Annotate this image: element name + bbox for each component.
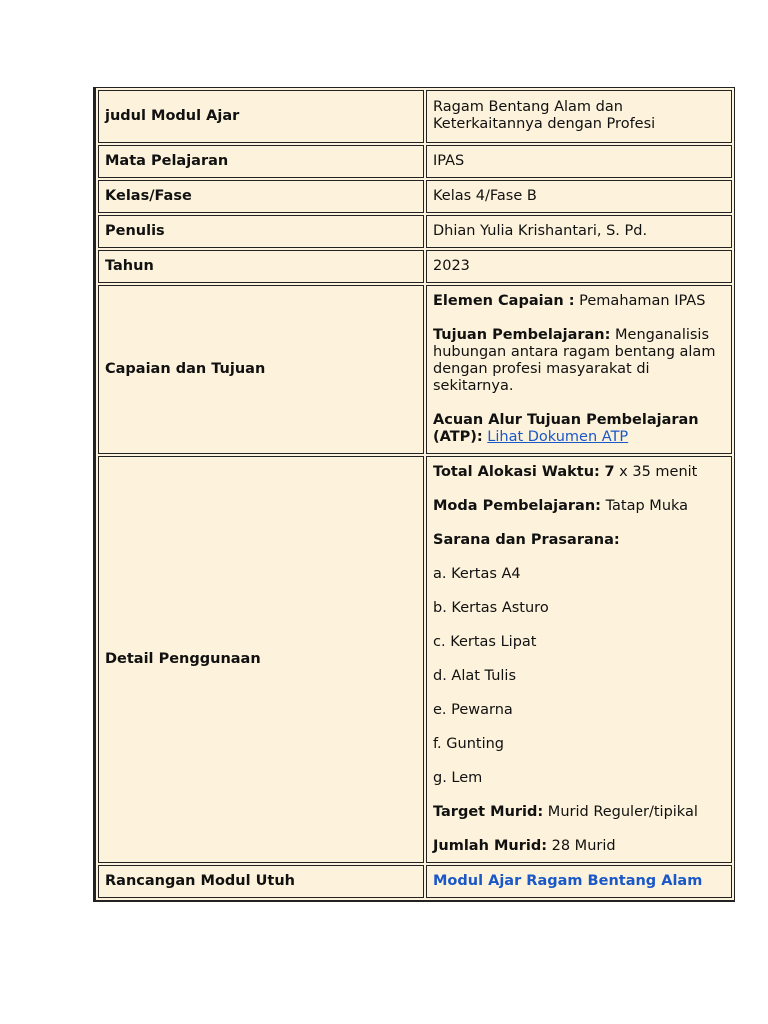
tujuan-pembelajaran — [433, 327, 725, 395]
row-judul — [98, 90, 732, 143]
sarana-item: d. Alat Tulis — [433, 668, 517, 684]
row-label: Tahun — [98, 250, 424, 283]
tujuan-label: Tujuan Pembelajaran: — [433, 327, 611, 343]
row-tahun — [98, 250, 732, 283]
row-label: Detail Penggunaan — [98, 456, 424, 863]
row-penulis — [98, 215, 732, 248]
elemen-capaian — [433, 293, 725, 310]
row-rancangan — [98, 865, 732, 898]
sarana-heading — [433, 532, 725, 549]
sarana-label: Sarana dan Prasarana: — [433, 532, 620, 548]
elemen-capaian-value: Pemahaman IPAS — [574, 293, 706, 309]
row-mapel — [98, 145, 732, 178]
elemen-capaian-label: Elemen Capaian : — [433, 293, 575, 309]
row-capaian — [98, 285, 732, 454]
sarana-item: b. Kertas Asturo — [433, 600, 549, 616]
row-value: 2023 — [426, 250, 732, 283]
alokasi-label: Total Alokasi Waktu: — [433, 464, 600, 480]
row-label: Mata Pelajaran — [98, 145, 424, 178]
sarana-item: f. Gunting — [433, 736, 504, 752]
alokasi-waktu — [433, 464, 725, 481]
row-label: judul Modul Ajar — [98, 90, 424, 143]
row-label: Rancangan Modul Utuh — [98, 865, 424, 898]
row-label: Capaian dan Tujuan — [98, 285, 424, 454]
module-info-table — [93, 87, 735, 902]
row-detail — [98, 456, 732, 863]
row-value: Dhian Yulia Krishantari, S. Pd. — [426, 215, 732, 248]
sarana-item: g. Lem — [433, 770, 483, 786]
target-value: Murid Reguler/tipikal — [543, 804, 698, 820]
row-value — [426, 456, 732, 863]
row-label: Kelas/Fase — [98, 180, 424, 213]
row-value: Kelas 4/Fase B — [426, 180, 732, 213]
acuan-atp — [433, 412, 725, 446]
row-value — [426, 865, 732, 898]
target-label: Target Murid: — [433, 804, 544, 820]
modul-ajar-link[interactable]: Modul Ajar Ragam Bentang Alam — [433, 873, 703, 889]
atp-document-link[interactable]: Lihat Dokumen ATP — [487, 429, 629, 445]
sarana-item: c. Kertas Lipat — [433, 634, 537, 650]
jumlah-value: 28 Murid — [547, 838, 616, 854]
target-murid — [433, 804, 725, 821]
alokasi-number: 7 — [604, 464, 615, 480]
tujuan-value: Menganalisis hubungan antara ragam bentang alam dengan profesi masyarakat di sekitarnya. — [433, 327, 716, 394]
row-value — [426, 285, 732, 454]
jumlah-murid — [433, 838, 725, 855]
atp-label: Acuan Alur Tujuan Pembelajaran (ATP): — [433, 412, 699, 445]
alokasi-unit: x 35 menit — [614, 464, 698, 480]
sarana-item: a. Kertas A4 — [433, 566, 521, 582]
row-kelas — [98, 180, 732, 213]
row-value: Ragam Bentang Alam dan Keterkaitannya dengan Profesi — [426, 90, 732, 143]
moda-label: Moda Pembelajaran: — [433, 498, 601, 514]
jumlah-label: Jumlah Murid: — [433, 838, 548, 854]
sarana-item: e. Pewarna — [433, 702, 513, 718]
moda-pembelajaran — [433, 498, 725, 515]
moda-value: Tatap Muka — [600, 498, 689, 514]
row-value: IPAS — [426, 145, 732, 178]
row-label: Penulis — [98, 215, 424, 248]
